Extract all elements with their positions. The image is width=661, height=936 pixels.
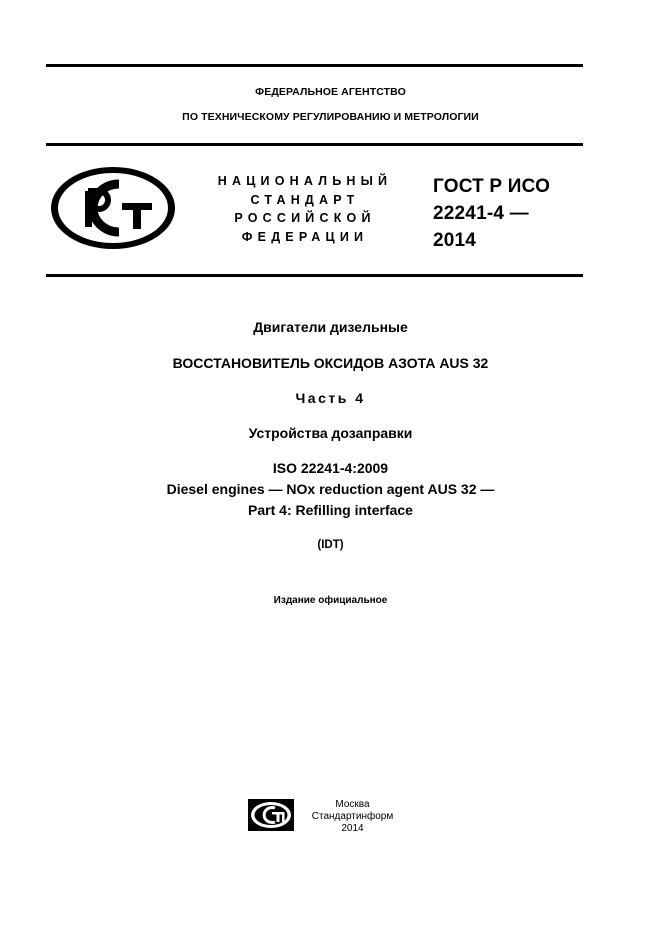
standartinform-logo-icon: [248, 799, 294, 831]
national-line-2: СТАНДАРТ: [250, 193, 360, 207]
national-line-4: ФЕДЕРАЦИИ: [241, 230, 369, 244]
publisher-year: 2014: [341, 823, 364, 834]
document-subtitle: Устройства дозаправки: [248, 425, 413, 441]
rst-certification-mark-icon: [49, 165, 177, 251]
national-line-3: РОССИЙСКОЙ: [234, 211, 376, 225]
agency-line-1: ФЕДЕРАЛЬНОЕ АГЕНТСТВО: [255, 86, 406, 98]
equivalence-mark: (IDT): [317, 539, 344, 551]
edition-label: Издание официальное: [273, 595, 388, 606]
document-subject: Двигатели дизельные: [253, 319, 408, 335]
iso-title-line-1: Diesel engines — NOx reduction agent AUS 32 —: [166, 481, 495, 497]
iso-reference: ISO 22241-4:2009: [272, 460, 389, 476]
designation-line-2: 22241-4 —: [433, 203, 529, 224]
standard-block-top-rule: [46, 143, 583, 146]
designation-line-3: 2014: [433, 230, 477, 251]
iso-title-line-2: Part 4: Refilling interface: [248, 502, 413, 518]
agency-line-2: ПО ТЕХНИЧЕСКОМУ РЕГУЛИРОВАНИЮ И МЕТРОЛОГИИ: [182, 111, 479, 123]
document-part: Часть 4: [295, 390, 366, 406]
standard-block-bottom-rule: [46, 274, 583, 277]
document-title: ВОССТАНОВИТЕЛЬ ОКСИДОВ АЗОТА AUS 32: [172, 355, 489, 371]
top-rule: [46, 64, 583, 67]
publisher-city: Москва: [335, 799, 370, 810]
publisher-name: Стандартинформ: [311, 811, 394, 822]
national-line-1: НАЦИОНАЛЬНЫЙ: [217, 174, 393, 188]
designation-line-1: ГОСТ Р ИСО: [433, 176, 551, 197]
